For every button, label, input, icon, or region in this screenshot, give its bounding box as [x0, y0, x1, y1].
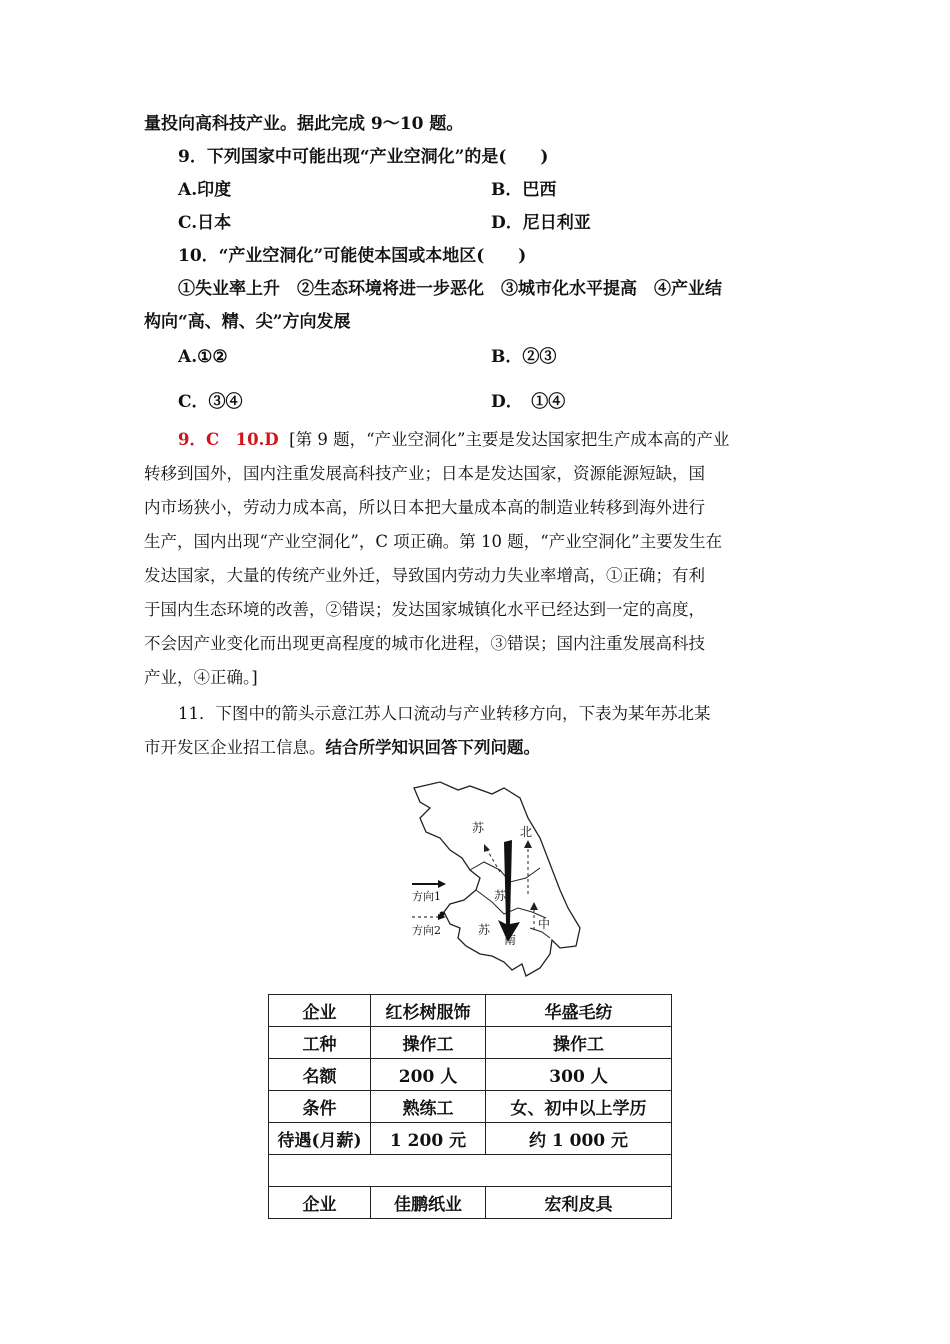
- table-cell: 女、初中以上学历: [486, 1091, 672, 1123]
- q10-stem: 10．“产业空洞化”可能使本国或本地区( ): [178, 246, 527, 266]
- table-row: [269, 1059, 672, 1091]
- q11-line1: 11．下图中的箭头示意江苏人口流动与产业转移方向，下表为某年苏北某: [178, 704, 711, 723]
- direction2-arrowhead-west: [484, 844, 490, 852]
- q11-line2: [144, 731, 808, 765]
- table-cell: 200 人: [371, 1059, 486, 1091]
- answer-line-1: 转移到国外，国内注重发展高科技产业；日本是发达国家，资源能源短缺，国: [144, 464, 705, 483]
- table-cell: 待遇(月薪): [269, 1123, 371, 1155]
- q10-options-row1: [144, 341, 808, 374]
- intro-tail: 量投向高科技产业。据此完成 9～10 题。: [144, 114, 464, 134]
- table-cell: 宏利皮具: [486, 1187, 672, 1219]
- q9-options-row1: [144, 174, 808, 207]
- q10-option-d[interactable]: D． ①④: [491, 392, 566, 412]
- legend-1-label: 方向1: [412, 890, 441, 903]
- table-cell: 红杉树服饰: [371, 995, 486, 1027]
- q10-items-line2: 构向“高、精、尖”方向发展: [144, 312, 351, 332]
- answer-line-0: [第 9 题，“产业空洞化”主要是发达国家把生产成本高的产业: [289, 430, 730, 449]
- table-cell: 企业: [269, 1187, 371, 1219]
- q9-option-c[interactable]: C.日本: [178, 213, 232, 233]
- q11-line2-normal: 市开发区企业招工信息。: [144, 738, 326, 757]
- q10-option-a[interactable]: A.①②: [178, 347, 228, 367]
- table-cell: 华盛毛纺: [486, 995, 672, 1027]
- legend1-arrowhead: [438, 880, 446, 888]
- table-cell: 名额: [269, 1059, 371, 1091]
- page-content: [144, 108, 808, 765]
- table-cell: 300 人: [486, 1059, 672, 1091]
- table-cell: 企业: [269, 995, 371, 1027]
- table-row: [269, 1187, 672, 1219]
- jiangsu-map-svg: [400, 778, 590, 986]
- table-row: [269, 1091, 672, 1123]
- answer-line-2: 内市场狭小，劳动力成本高，所以日本把大量成本高的制造业转移到海外进行: [144, 498, 705, 517]
- q10-option-b[interactable]: B．②③: [491, 347, 557, 367]
- table-cell: 佳鹏纸业: [371, 1187, 486, 1219]
- jiangsu-map: [400, 778, 590, 986]
- answer-line-5: 于国内生态环境的改善，②错误；发达国家城镇化水平已经达到一定的高度，: [144, 600, 705, 619]
- answer-key: 9．C 10.D: [178, 430, 279, 449]
- table-row-empty: [269, 1155, 672, 1187]
- table-cell: 工种: [269, 1027, 371, 1059]
- direction2-arrowhead-north: [524, 840, 532, 848]
- recruitment-table: [268, 994, 672, 1219]
- q11-line2-bold: 结合所学知识回答下列问题。: [325, 738, 540, 757]
- answer-line-6: 不会因产业变化而出现更高程度的城市化进程，③错误；国内注重发展高科技: [144, 634, 705, 653]
- q9-option-a[interactable]: A.印度: [178, 180, 232, 200]
- answer-block: [144, 423, 808, 695]
- table-row: [269, 1123, 672, 1155]
- map-label-nan: 南: [504, 933, 517, 947]
- answer-line-3: 生产，国内出现“产业空洞化”，C 项正确。第 10 题，“产业空洞化”主要发生在: [144, 532, 723, 551]
- q9-option-d[interactable]: D．尼日利亚: [491, 213, 591, 233]
- table-cell: 1 200 元: [371, 1123, 486, 1155]
- answer-line-4: 发达国家，大量的传统产业外迁，导致国内劳动力失业率增高，①正确；有利: [144, 566, 705, 585]
- map-label-su3: 苏: [478, 923, 491, 937]
- table-cell: 熟练工: [371, 1091, 486, 1123]
- map-label-su1: 苏: [472, 821, 485, 835]
- map-label-su2: 苏: [494, 889, 507, 903]
- table-cell-empty: [269, 1155, 672, 1187]
- q11-stem: [144, 697, 808, 765]
- jiangsu-outline: [414, 782, 580, 976]
- table-cell: 操作工: [371, 1027, 486, 1059]
- answer-line-7: 产业，④正确。]: [144, 668, 258, 687]
- table-cell: 条件: [269, 1091, 371, 1123]
- q10-items-line1: ①失业率上升 ②生态环境将进一步恶化 ③城市化水平提高 ④产业结: [178, 279, 722, 299]
- table-row: [269, 1027, 672, 1059]
- q10-options-row2: [144, 386, 808, 419]
- map-label-bei: 北: [520, 825, 533, 839]
- inner-boundary-south: [476, 890, 546, 918]
- table-cell: 约 1 000 元: [486, 1123, 672, 1155]
- q9-option-b[interactable]: B．巴西: [491, 180, 557, 200]
- q9-stem: 9．下列国家中可能出现“产业空洞化”的是( ): [178, 147, 549, 167]
- table-row: [269, 995, 672, 1027]
- q10-option-c[interactable]: C．③④: [178, 392, 243, 412]
- q9-options-row2: [144, 207, 808, 240]
- map-label-zhong: 中: [538, 917, 551, 931]
- table-cell: 操作工: [486, 1027, 672, 1059]
- direction2-arrowhead-mid: [530, 902, 538, 910]
- legend-2-label: 方向2: [412, 924, 441, 937]
